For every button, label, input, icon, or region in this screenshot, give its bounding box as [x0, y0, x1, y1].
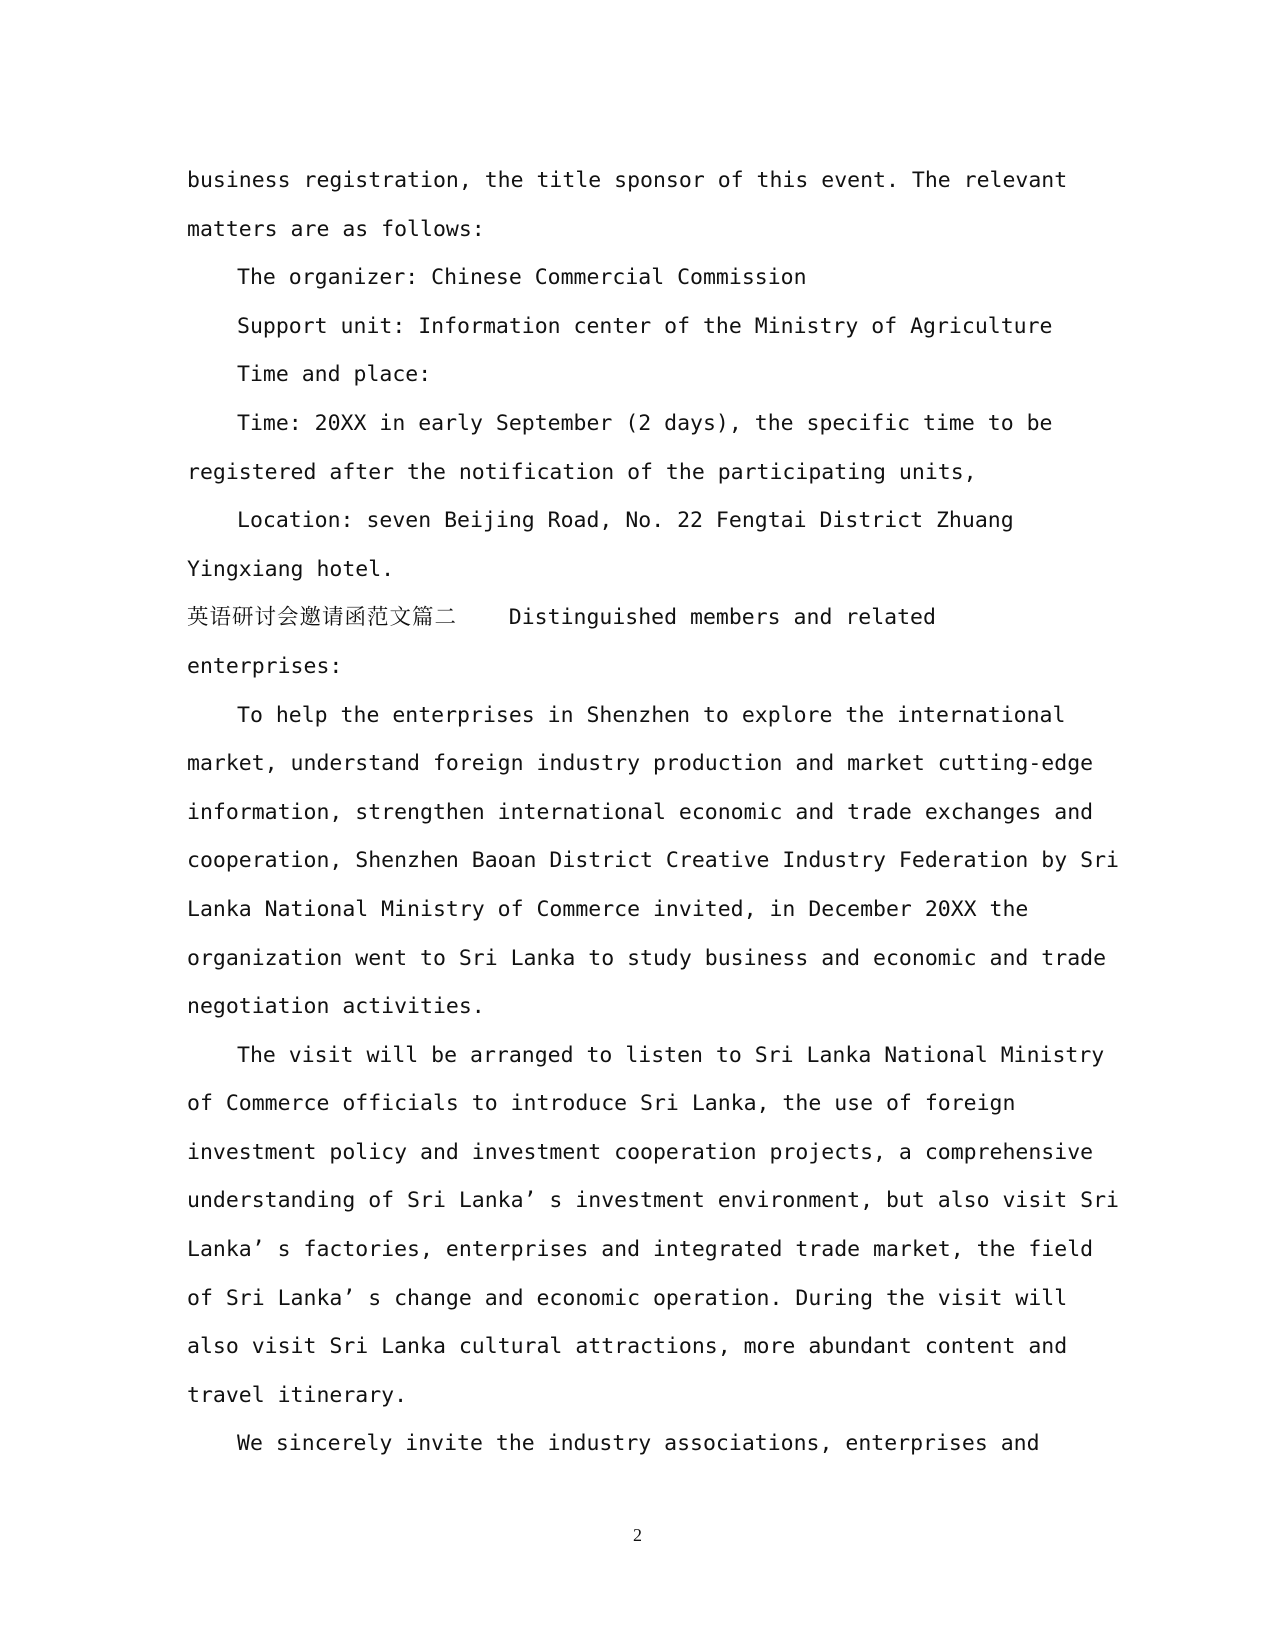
text-line: information, strengthen international economic and trade exchanges and [187, 799, 1094, 825]
text-line: The visit will be arranged to listen to Sri Lanka National Ministry [237, 1042, 1105, 1068]
text-line: matters are as follows: [187, 216, 485, 242]
text-line: market, understand foreign industry production and market cutting-edge [187, 751, 1094, 777]
text-line: Time: 20XX in early September (2 days), the specific time to be [237, 410, 1053, 436]
text-line: negotiation activities. [187, 994, 485, 1020]
text-line: understanding of Sri Lanka’ s investment environment, but also visit Sri [187, 1188, 1119, 1214]
text-line: Lanka’ s factories, enterprises and integrated trade market, the field [187, 1237, 1094, 1263]
text-line: Time and place: [237, 362, 432, 388]
text-line: organization went to Sri Lanka to study business and economic and trade [187, 945, 1107, 971]
text-line: of Sri Lanka’ s change and economic operation. During the visit will [187, 1285, 1068, 1311]
text-line: The organizer: Chinese Commercial Commission [237, 265, 807, 291]
section-heading-en: Distinguished members and related [457, 605, 936, 631]
section-heading [187, 594, 1092, 643]
text-line: We sincerely invite the industry associations, enterprises and [237, 1431, 1040, 1457]
text-line: To help the enterprises in Shenzhen to explore the international [237, 702, 1066, 728]
text-line: Lanka National Ministry of Commerce invited, in December 20XX the [187, 896, 1029, 922]
body-text [187, 157, 1119, 1469]
page-number: 2 [633, 1525, 642, 1545]
text-line: of Commerce officials to introduce Sri Lanka, the use of foreign [187, 1091, 1016, 1117]
text-line: Support unit: Information center of the Ministry of Agriculture [237, 313, 1053, 339]
text-line: Yingxiang hotel. [187, 556, 395, 582]
text-line: investment policy and investment cooperation projects, a comprehensive [187, 1139, 1094, 1165]
text-line: Location: seven Beijing Road, No. 22 Fengtai District Zhuang [237, 508, 1014, 534]
section-heading-cn: 英语研讨会邀请函范文篇二 [187, 605, 458, 631]
text-line: also visit Sri Lanka cultural attractions, more abundant content and [187, 1334, 1068, 1360]
text-line: registered after the notification of the participating units, [187, 459, 977, 485]
text-line: travel itinerary. [187, 1382, 408, 1408]
text-line: enterprises: [187, 653, 343, 679]
text-line: cooperation, Shenzhen Baoan District Creative Industry Federation by Sri [187, 848, 1119, 874]
text-line: business registration, the title sponsor of this event. The relevant [187, 168, 1068, 193]
